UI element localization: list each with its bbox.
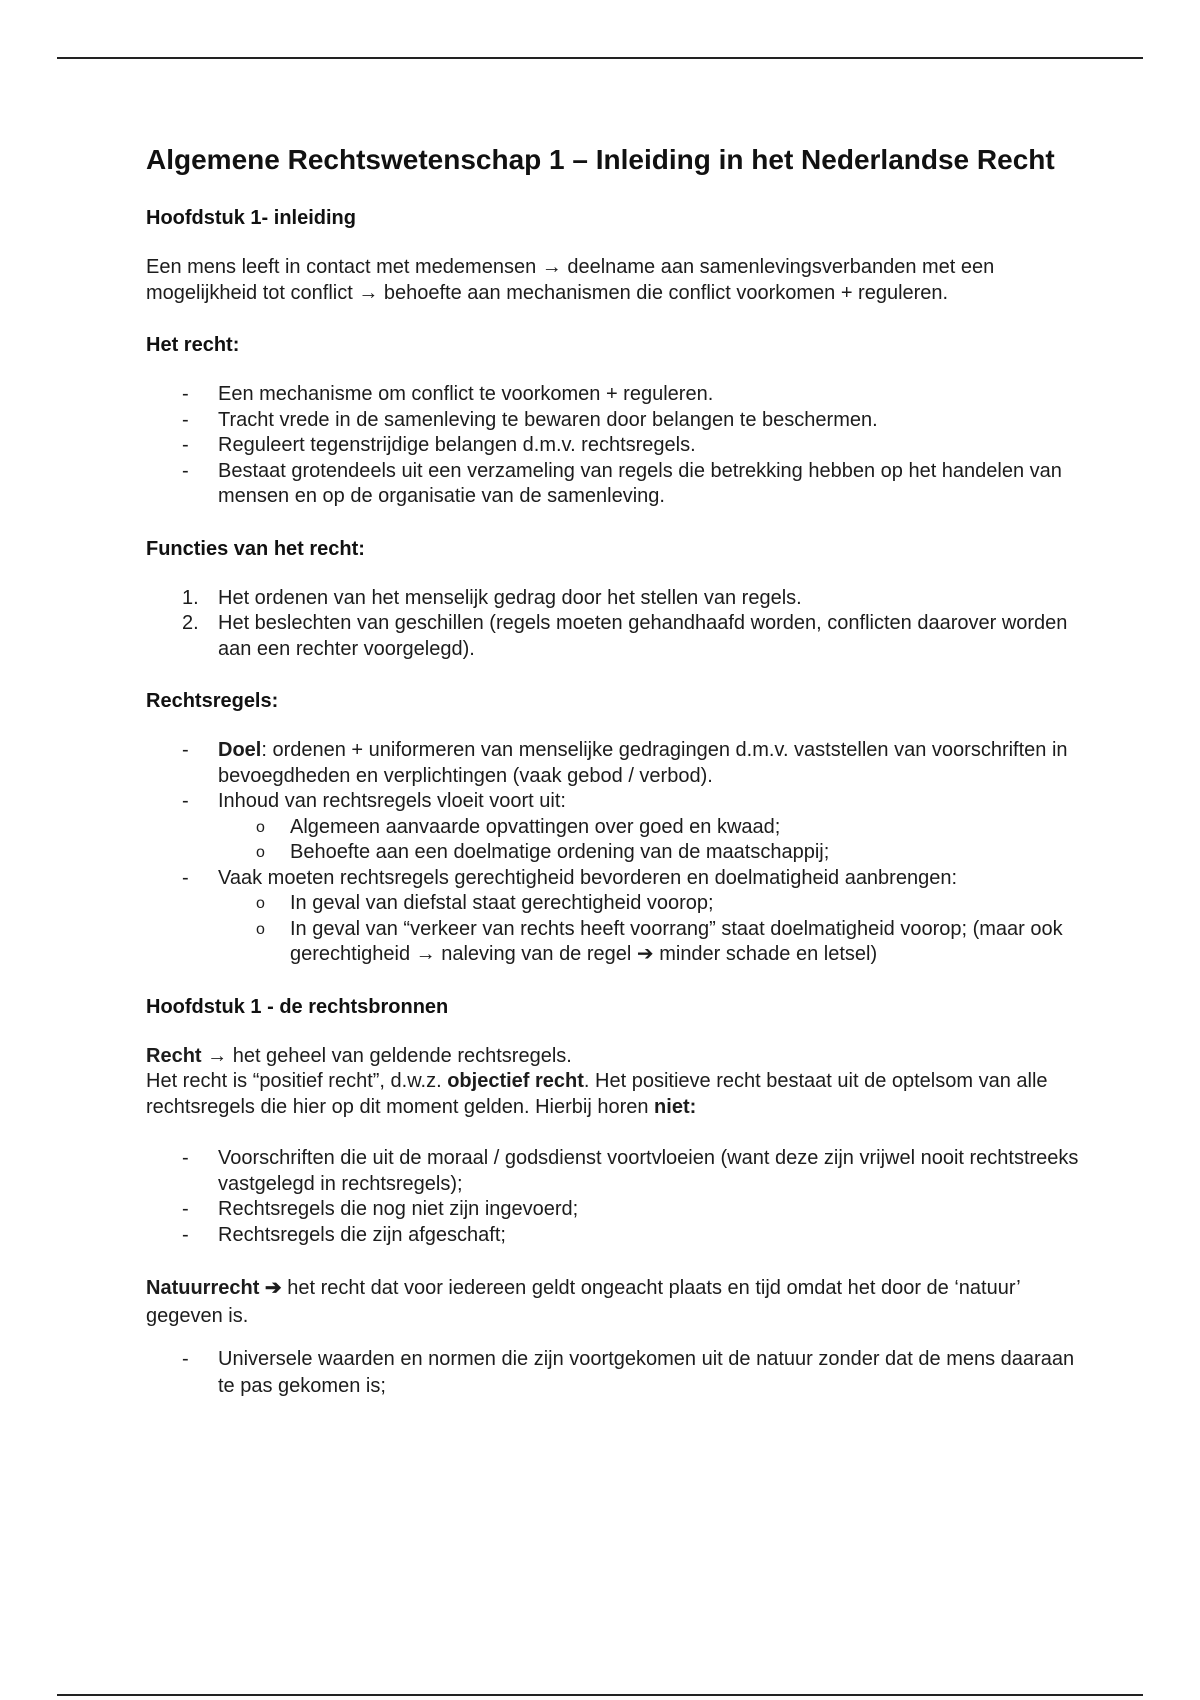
subheading-het-recht: Het recht:: [146, 334, 240, 356]
natuurrecht-paragraph: Natuurrecht ➔ het recht dat voor iedereen geldt ongeacht plaats en tijd omdat het door de ‘natuur’ gegeven is.: [146, 1277, 1020, 1327]
list-item: - Rechtsregels die nog niet zijn ingevoerd;: [146, 1197, 1086, 1223]
list-item: - Bestaat grotendeels uit een verzameling van regels die betrekking hebben op het handelen van mensen en op de organisatie van de samenleving.: [182, 459, 1062, 507]
list-item: - Inhoud van rechtsregels vloeit voort uit: o Algemeen aanvaarde opvattingen over goed en kwaad; o Behoefte aan een doelmatige ordening van de maatschappij;: [146, 789, 1086, 866]
list-item: - Doel: ordenen + uniformeren van menselijke gedragingen d.m.v. vaststellen van voorschriften in bevoegdheden en verplichtingen (vaak gebod / verbod).: [182, 739, 1068, 787]
sub-list: [218, 815, 1086, 866]
dash-bullet: -: [182, 866, 189, 889]
natuurrecht-list: [146, 1346, 1086, 1400]
circle-bullet: o: [256, 920, 265, 938]
list-item: - Tracht vrede in de samenleving te bewaren door belangen te beschermen.: [146, 408, 1086, 434]
dash-bullet: -: [182, 1223, 189, 1246]
dash-bullet: -: [182, 1147, 189, 1169]
circle-bullet: o: [256, 818, 265, 836]
top-rule: [57, 57, 1143, 59]
list-item: 1. Het ordenen van het menselijk gedrag door het stellen van regels.: [146, 586, 1086, 612]
list-item: - Vaak moeten rechtsregels gerechtigheid bevorderen en doelmatigheid aanbrengen: o In geval van diefstal staat gerechtigheid voorop; o In geval van “verkeer van rechts heeft voorrang” staat doelmatigheid voorop; (maar ook gerechtigheid → naleving van de regel ➔ minder schade en letsel): [146, 866, 1086, 968]
list-item: - Universele waarden en normen die zijn voortgekomen uit de natuur zonder dat de mens daaraan te pas gekomen is;: [182, 1348, 1075, 1397]
section-heading-inleiding: Hoofdstuk 1- inleiding: [146, 207, 356, 229]
sub-list: [218, 891, 1086, 968]
intro-paragraph: Een mens leeft in contact met medemensen → deelname aan samenlevingsverbanden met een mogelijkheid tot conflict → behoefte aan mechanismen die conflict voorkomen + reguleren.: [146, 256, 995, 304]
sub-list-item: o In geval van diefstal staat gerechtigheid voorop;: [218, 891, 1086, 917]
section-heading-rechtsbronnen: Hoofdstuk 1 - de rechtsbronnen: [146, 995, 449, 1018]
subheading-functies: Functies van het recht:: [146, 537, 365, 560]
number-marker: 2.: [182, 612, 199, 634]
dash-bullet: -: [182, 739, 189, 761]
list-item: - Voorschriften die uit de moraal / godsdienst voortvloeien (want deze zijn vrijwel nooit rechtstreeks vastgelegd in rechtsregels);: [182, 1147, 1079, 1195]
sub-list-item: o Behoefte aan een doelmatige ordening van de maatschappij;: [218, 840, 1086, 866]
rechtsregels-list: [146, 738, 1086, 968]
dash-bullet: -: [182, 434, 189, 456]
sub-list-item: o Algemeen aanvaarde opvattingen over goed en kwaad;: [218, 815, 1086, 841]
circle-bullet: o: [256, 844, 265, 861]
dash-bullet: -: [182, 408, 189, 431]
niet-list: [146, 1146, 1086, 1248]
sub-list-item: o In geval van “verkeer van rechts heeft voorrang” staat doelmatigheid voorop; (maar ook gerechtigheid → naleving van de regel ➔ minder schade en letsel): [256, 917, 1063, 965]
functies-list: [146, 586, 1086, 663]
list-item: - Een mechanisme om conflict te voorkomen + reguleren.: [146, 382, 1086, 408]
recht-paragraph: Recht → het geheel van geldende rechtsregels. Het recht is “positief recht”, d.w.z. objectief recht. Het positieve recht bestaat uit de optelsom van alle rechtsregels die hier op dit moment gelden. Hierbij horen niet:: [146, 1044, 1048, 1118]
dash-bullet: -: [182, 383, 189, 405]
list-item: - Reguleert tegenstrijdige belangen d.m.v. rechtsregels.: [146, 433, 1086, 459]
het-recht-list: [146, 382, 1086, 510]
number-marker: 1.: [182, 586, 199, 609]
dash-bullet: -: [182, 1198, 189, 1220]
list-item: 2. Het beslechten van geschillen (regels moeten gehandhaafd worden, conflicten daarover worden aan een rechter voorgelegd).: [182, 612, 1068, 660]
dash-bullet: -: [182, 1348, 189, 1370]
document-body: [146, 143, 1086, 1426]
document-title: Algemene Rechtswetenschap 1 – Inleiding in het Nederlandse Recht: [146, 144, 1055, 175]
dash-bullet: -: [182, 790, 189, 812]
circle-bullet: o: [256, 895, 265, 912]
subheading-rechtsregels: Rechtsregels:: [146, 690, 279, 712]
bottom-rule: [57, 1694, 1143, 1696]
list-item: - Rechtsregels die zijn afgeschaft;: [146, 1223, 1086, 1249]
dash-bullet: -: [182, 459, 189, 482]
